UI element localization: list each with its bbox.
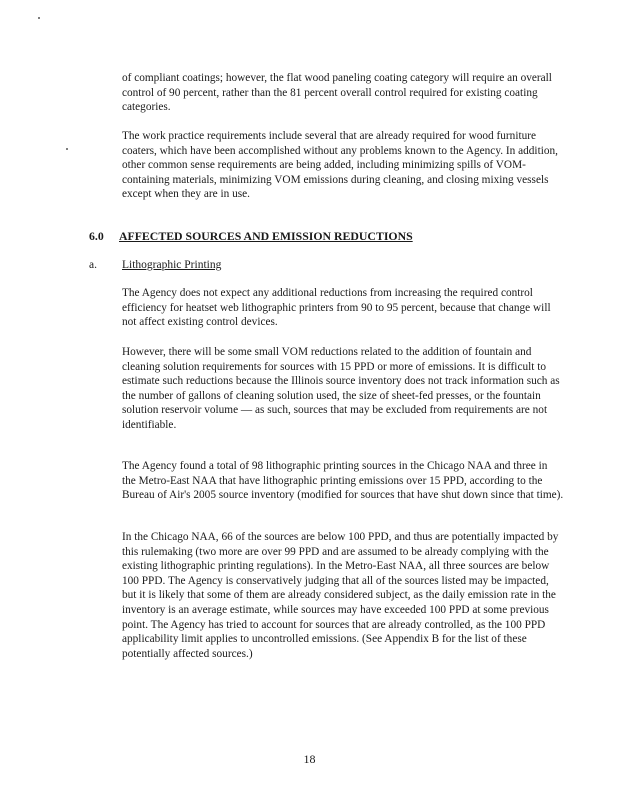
subsection-number: a. — [89, 259, 97, 271]
section-title: AFFECTED SOURCES AND EMISSION REDUCTIONS — [119, 229, 413, 243]
scan-speck — [38, 17, 40, 19]
paragraph-work-practice: The work practice requirements include several that are already required for wood furniture coaters, which have been accomplished without any problems known to the Agency. In addition, other common sense requirements are being added, including minimizing spills of VOM-containing materials, minimizing VOM emissions during cleaning, and closing mixing vessels except when they are in use. — [122, 130, 558, 201]
section-number: 6.0 — [89, 229, 104, 243]
page-number: 18 — [303, 752, 316, 766]
paragraph-chicago-metro-east: In the Chicago NAA, 66 of the sources are below 100 PPD, and thus are potentially impacted by this rulemaking (two more are over 99 PPD and are assumed to be already complying with the existing lithographic printing regulations). In the Metro-East NAA, all three sources are below 100 PPD. The Agency is conservatively judging that all of the sources listed may be impacted, but it is likely that some of them are already considered subject, as the daily emission rate in the inventory is an average estimate, while sources may have exceeded 100 PPD at some previous point. The Agency has tried to account for sources that are already controlled, as the 100 PPD applicability limit applies to uncontrolled emissions. (See Appendix B for the list of these potentially affected sources.) — [122, 531, 559, 660]
scan-speck — [66, 148, 68, 150]
paragraph-source-count: The Agency found a total of 98 lithographic printing sources in the Chicago NAA and three in the Metro-East NAA that have lithographic printing emissions over 15 PPD, according to the Bureau of Air's 2005 source inventory (modified for sources that have shut down since that time). — [122, 460, 564, 502]
paragraph-no-reductions: The Agency does not expect any additional reductions from increasing the required control efficiency for heatset web lithographic printers from 90 to 95 percent, because that change will not affect existing control devices. — [122, 287, 551, 329]
paragraph-continuation: of compliant coatings; however, the flat wood paneling coating category will require an overall control of 90 percent, rather than the 81 percent overall control required for existing coating categories. — [122, 72, 552, 114]
paragraph-small-reductions: However, there will be some small VOM reductions related to the addition of fountain and cleaning solution requirements for sources with 15 PPD or more of emissions. It is difficult to estimate such reductions because the Illinois source inventory does not track information such as the number of gallons of cleaning solution used, the size of sheet-fed presses, or the fountain solution reservoir volume — as such, sources that may be excluded from requirements are not identifiable. — [122, 346, 560, 431]
subsection-title: Lithographic Printing — [122, 259, 222, 271]
